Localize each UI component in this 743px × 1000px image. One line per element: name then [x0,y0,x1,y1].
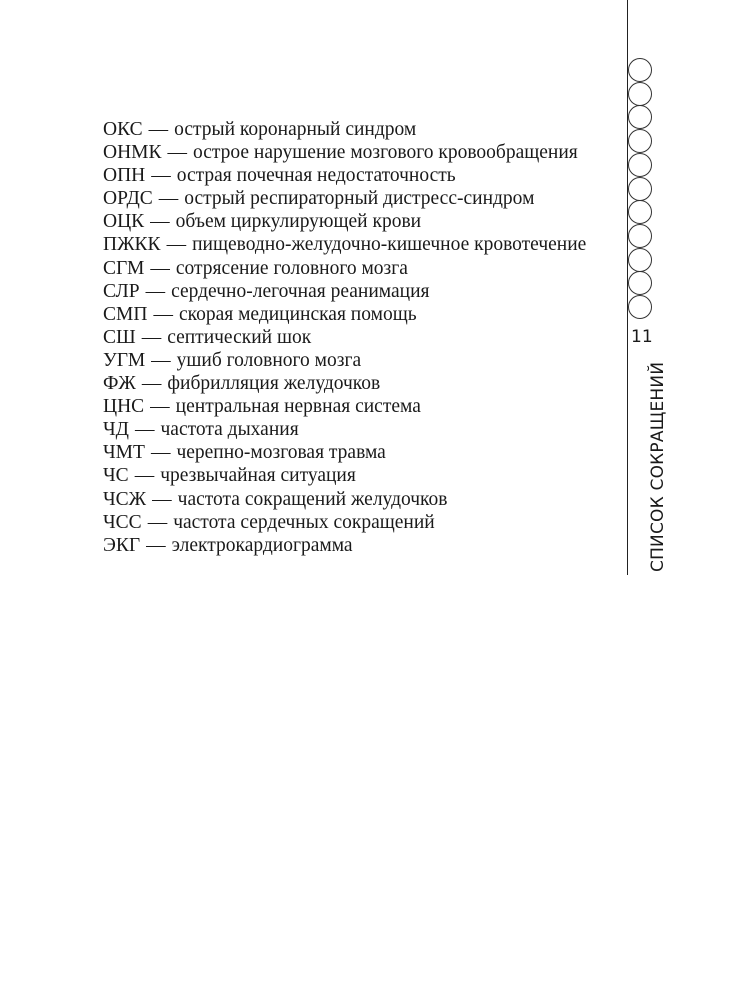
chapter-tab-circles [628,58,654,319]
abbreviation: ЧС [103,465,129,487]
abbreviation-meaning: фибрилляция желудочков [167,373,381,395]
abbreviation-meaning: центральная нервная система [175,396,421,418]
running-head: СПИСОК СОКРАЩЕНИЙ [648,361,668,572]
abbreviation: СМП [103,303,148,325]
abbreviation-entry [103,280,586,303]
page-number: 11 [631,327,653,347]
dash-separator: — [150,257,170,279]
abbreviation-meaning: чрезвычайная ситуация [160,465,356,487]
dash-separator: — [148,119,169,140]
abbreviation-meaning: ушиб головного мозга [176,349,362,371]
dash-separator: — [134,419,155,441]
dash-separator: — [141,326,162,348]
dash-separator: — [134,465,155,487]
abbreviation-entry [103,464,586,487]
abbreviation: СЛР [103,280,140,302]
dash-separator: — [146,534,166,556]
dash-separator: — [147,511,168,533]
abbreviation-meaning: острое нарушение мозгового кровообращения [193,142,578,164]
dash-separator: — [158,188,179,210]
abbreviation: ЧСЖ [103,488,147,510]
abbreviation: СГМ [103,257,145,279]
tab-circle [628,177,652,201]
tab-circle [628,129,652,153]
abbreviation-entry [103,210,586,233]
dash-separator: — [151,165,171,187]
abbreviation-entry [103,534,586,557]
dash-separator: — [150,396,170,418]
dash-separator: — [141,373,162,395]
dash-separator: — [151,349,171,371]
abbreviation-entry [103,511,586,534]
abbreviation-meaning: объем циркулирующей крови [175,211,422,233]
abbreviation-meaning: черепно-мозговая травма [176,442,386,464]
abbreviation-entry [103,418,586,441]
abbreviation-list [103,118,586,557]
abbreviation-entry [103,303,586,326]
dash-separator: — [152,488,172,510]
abbreviation-meaning: септический шок [167,326,312,348]
abbreviation-meaning: острая почечная недостаточность [176,165,456,187]
dash-separator: — [145,280,166,302]
abbreviation-meaning: частота дыхания [160,419,299,441]
tab-circle [628,58,652,82]
tab-circle [628,153,652,177]
abbreviation-meaning: острый респираторный дистресс-синдром [184,188,535,210]
abbreviation: ОКС [103,119,143,140]
abbreviation: ОПН [103,165,146,187]
tab-circle [628,295,652,319]
dash-separator: — [150,211,170,233]
abbreviation-meaning: пищеводно-желудочно-кишечное кровотечение [192,234,587,256]
abbreviation-entry [103,372,586,395]
abbreviation-meaning: скорая медицинская помощь [178,303,417,325]
abbreviation-entry [103,488,586,511]
abbreviation: ОРДС [103,188,153,210]
abbreviation-meaning: частота сокращений желудочков [177,488,448,510]
abbreviation-meaning: сердечно-легочная реанимация [171,280,430,302]
abbreviation-meaning: сотрясение головного мозга [175,257,408,279]
abbreviation-entry [103,441,586,464]
abbreviation: ОНМК [103,142,162,164]
dash-separator: — [167,142,188,164]
dash-separator: — [153,303,173,325]
tab-circle [628,105,652,129]
abbreviation-meaning: электрокардиограмма [171,534,353,556]
abbreviation-entry [103,233,586,256]
abbreviation: ОЦК [103,211,145,233]
tab-circle [628,200,652,224]
abbreviation-entry [103,141,586,164]
abbreviation-entry [103,118,586,141]
abbreviation: ЭКГ [103,534,141,556]
tab-circle [628,224,652,248]
abbreviation: ЧД [103,419,129,441]
abbreviation-meaning: частота сердечных сокращений [173,511,435,533]
abbreviation-entry [103,187,586,210]
abbreviation-entry [103,326,586,349]
abbreviation-entry [103,164,586,187]
abbreviation: ЧМТ [103,442,145,464]
abbreviation: ПЖКК [103,234,161,256]
abbreviation: СШ [103,326,136,348]
abbreviation-entry [103,257,586,280]
dash-separator: — [150,442,171,464]
abbreviation: ФЖ [103,373,136,395]
abbreviation: ЦНС [103,396,145,418]
abbreviation-entry [103,349,586,372]
abbreviation-entry [103,395,586,418]
tab-circle [628,248,652,272]
abbreviation: ЧСС [103,511,142,533]
abbreviation-meaning: острый коронарный синдром [174,119,417,140]
dash-separator: — [166,234,187,256]
tab-circle [628,271,652,295]
abbreviation: УГМ [103,349,146,371]
tab-circle [628,82,652,106]
